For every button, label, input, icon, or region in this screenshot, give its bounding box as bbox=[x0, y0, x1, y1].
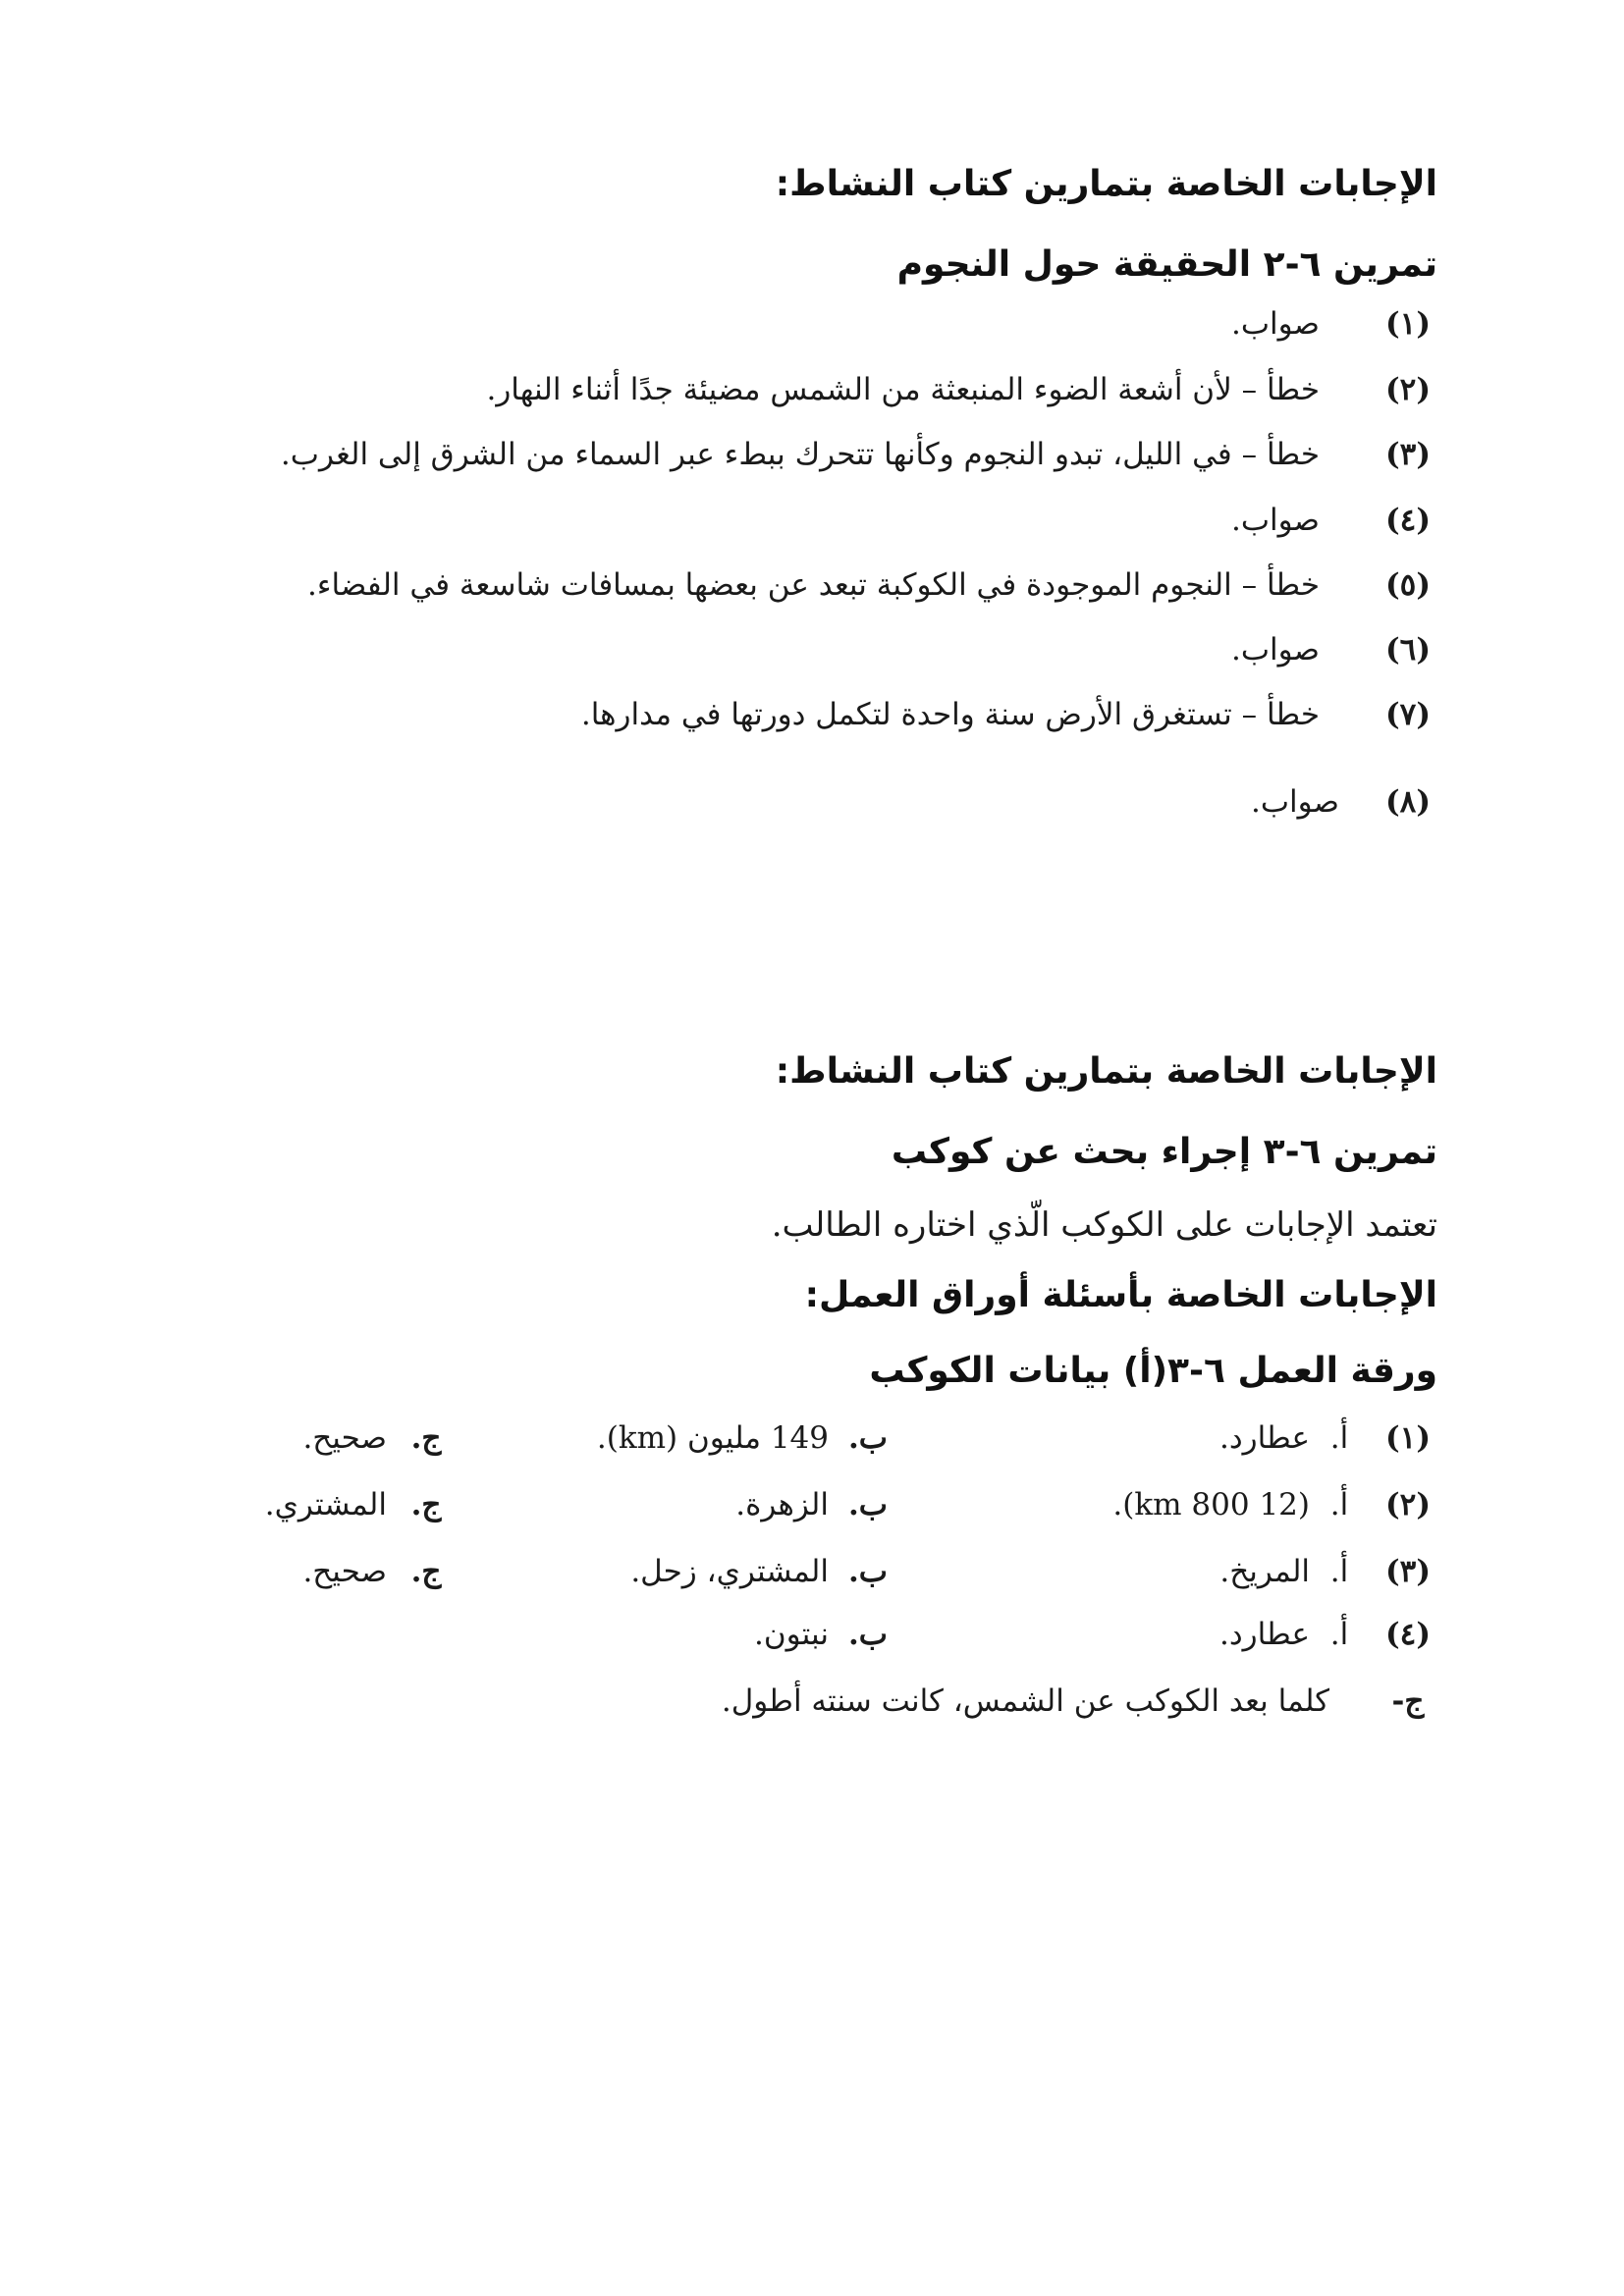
worksheet-note bbox=[259, 1677, 1437, 1726]
option-b-letter: ب. bbox=[848, 1617, 888, 1652]
row-number: (٣) bbox=[1385, 1554, 1431, 1589]
option-a-value: عطارد. bbox=[1218, 1617, 1310, 1652]
option-b-value: المشتري، زحل. bbox=[630, 1554, 829, 1589]
option-c-value: المشتري. bbox=[264, 1487, 387, 1522]
option-a-letter: أ. bbox=[1329, 1487, 1349, 1522]
option-c-value: صحيح. bbox=[302, 1420, 387, 1456]
option-c-letter: ج. bbox=[410, 1487, 442, 1522]
option-a-letter: أ. bbox=[1329, 1554, 1349, 1589]
option-b-value: الزهرة. bbox=[735, 1487, 829, 1522]
option-b-letter: ب. bbox=[848, 1554, 888, 1589]
answer-item-6 bbox=[118, 628, 1437, 671]
worksheet-heading: الإجابات الخاصة بأسئلة أوراق العمل: bbox=[804, 1275, 1437, 1315]
section2-heading: الإجابات الخاصة بتمارين كتاب النشاط: bbox=[775, 1051, 1437, 1092]
section1-heading: الإجابات الخاصة بتمارين كتاب النشاط: bbox=[775, 164, 1437, 204]
item-text: صواب. bbox=[1251, 784, 1339, 820]
note-letter: ج- bbox=[1391, 1683, 1425, 1719]
section2-exercise-text: تعتمد الإجابات على الكوكب الّذي اختاره الطالب. bbox=[771, 1205, 1437, 1245]
item-number: (٦) bbox=[1385, 632, 1431, 667]
answer-item-1 bbox=[118, 302, 1437, 346]
option-c-letter: ج. bbox=[410, 1420, 442, 1456]
worksheet-row-2 bbox=[82, 1480, 1437, 1529]
row-number: (١) bbox=[1385, 1420, 1431, 1456]
option-a-letter: أ. bbox=[1329, 1617, 1349, 1652]
answer-item-2 bbox=[118, 368, 1437, 411]
section2-exercise-title: تمرين ٦-٣ إجراء بحث عن كوكب bbox=[891, 1132, 1437, 1172]
option-c-value: صحيح. bbox=[302, 1554, 387, 1589]
option-a-value: عطارد. bbox=[1218, 1420, 1310, 1456]
answer-item-5 bbox=[118, 563, 1437, 607]
item-text: خطأ – في الليل، تبدو النجوم وكأنها تتحرك ببطء عبر السماء من الشرق إلى الغرب. bbox=[280, 437, 1320, 472]
option-b-letter: ب. bbox=[848, 1420, 888, 1456]
answer-item-7 bbox=[118, 693, 1437, 736]
item-text: صواب. bbox=[1231, 306, 1320, 342]
item-number: (٣) bbox=[1385, 437, 1431, 472]
row-number: (٢) bbox=[1385, 1487, 1431, 1522]
option-b-value: نبتون. bbox=[754, 1617, 829, 1652]
option-a-letter: أ. bbox=[1329, 1420, 1349, 1456]
item-text: صواب. bbox=[1231, 632, 1320, 667]
item-number: (١) bbox=[1385, 306, 1431, 342]
option-b-letter: ب. bbox=[848, 1487, 888, 1522]
worksheet-title: ورقة العمل ٦-٣(أ) بيانات الكوكب bbox=[869, 1351, 1437, 1391]
item-text: خطأ – لأن أشعة الضوء المنبعثة من الشمس مضيئة جدًا أثناء النهار. bbox=[486, 372, 1320, 407]
answer-item-4 bbox=[118, 499, 1437, 542]
worksheet-row-3 bbox=[82, 1547, 1437, 1596]
answer-item-8 bbox=[118, 780, 1437, 824]
answer-item-3 bbox=[118, 433, 1437, 476]
row-number: (٤) bbox=[1385, 1617, 1431, 1652]
note-text: كلما بعد الكوكب عن الشمس، كانت سنته أطول. bbox=[721, 1683, 1329, 1719]
item-number: (٤) bbox=[1385, 503, 1431, 538]
item-number: (٧) bbox=[1385, 697, 1431, 732]
option-a-value: (12 800 km). bbox=[1112, 1487, 1310, 1522]
item-number: (٨) bbox=[1385, 784, 1431, 820]
item-text: خطأ – تستغرق الأرض سنة واحدة لتكمل دورتها في مدارها. bbox=[580, 697, 1320, 732]
worksheet-row-4 bbox=[82, 1610, 1437, 1659]
item-text: خطأ – النجوم الموجودة في الكوكبة تبعد عن بعضها بمسافات شاسعة في الفضاء. bbox=[307, 567, 1320, 603]
item-text: صواب. bbox=[1231, 503, 1320, 538]
worksheet-row-1 bbox=[82, 1414, 1437, 1463]
section1-exercise-title: تمرين ٦-٢ الحقيقة حول النجوم bbox=[896, 244, 1437, 285]
option-a-value: المريخ. bbox=[1219, 1554, 1310, 1589]
option-c-letter: ج. bbox=[410, 1554, 442, 1589]
item-number: (٢) bbox=[1385, 372, 1431, 407]
option-b-value: 149 مليون (km). bbox=[596, 1420, 829, 1456]
item-number: (٥) bbox=[1385, 567, 1431, 603]
